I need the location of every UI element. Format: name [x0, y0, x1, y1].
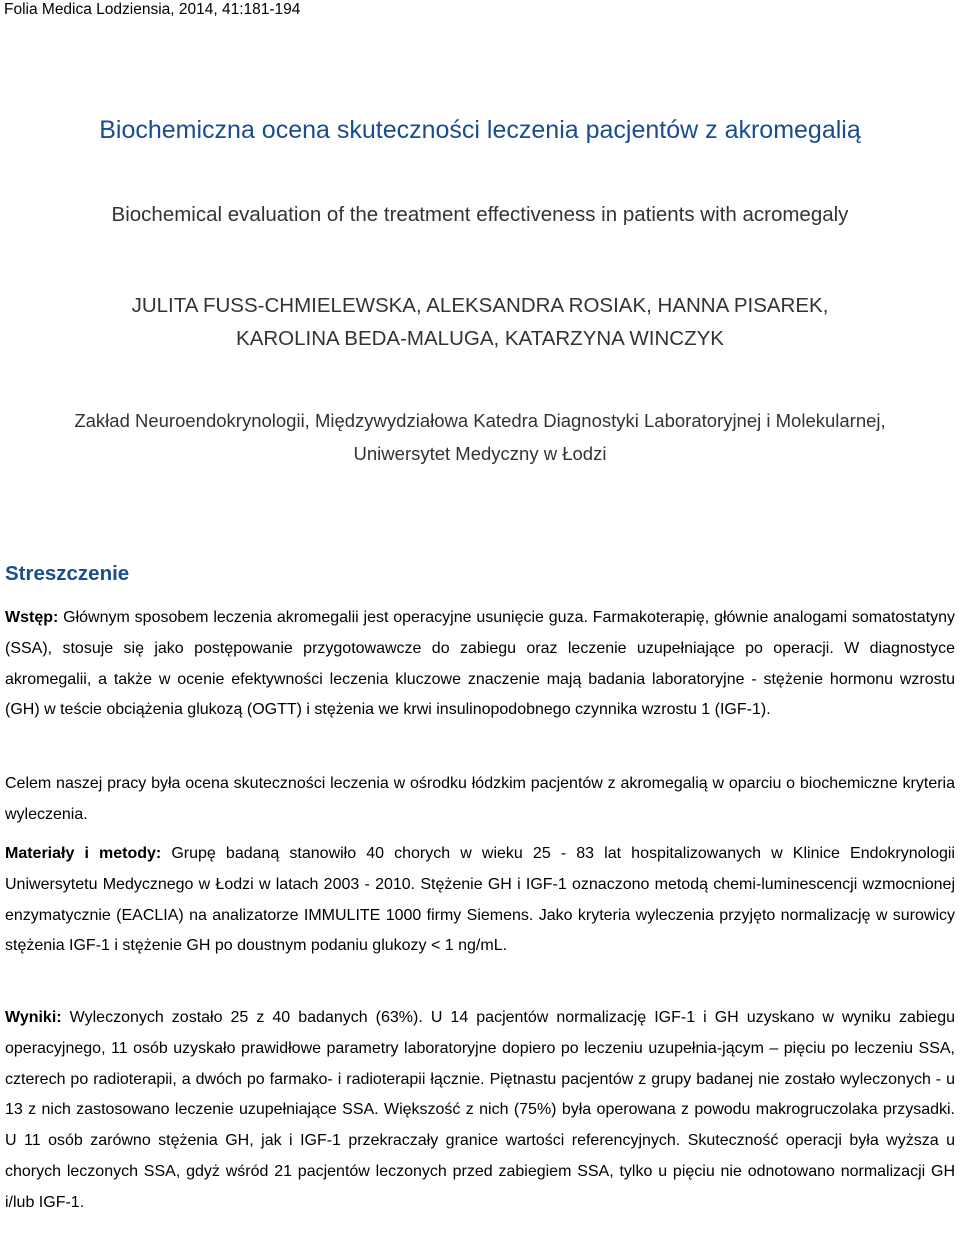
abstract-aim-paragraph	[5, 769, 955, 831]
intro-label: Wstęp:	[5, 609, 59, 626]
author-line: JULITA FUSS-CHMIELEWSKA, ALEKSANDRA ROSIAK, HANNA PISAREK,	[131, 294, 829, 317]
affiliation-line: Uniwersytet Medyczny w Łodzi	[353, 443, 607, 464]
results-text: Wyleczonych zostało 25 z 40 badanych (63%). U 14 pacjentów normalizację IGF-1 i GH uzyskano w wyniku zabiegu operacyjnego, 11 osób uzyskało prawidłowe parametry laboratoryjne dopiero po leczeniu uzupełnia-jącym – pięciu po leczeniu SSA, czterech po radioterapii, a dwóch po farmako- i radioterapii łącznie. Piętnastu pacjentów z grupy badanej nie zostało wyleczonych - u 13 z nich zastosowano leczenie uzupełniające SSA. Większość z nich (75%) była operowana z powodu makrogruczolaka przysadki. U 11 osób zarówno stężenia GH, jak i IGF-1 przekraczały granice wartości referencyjnych. Skuteczność operacji była wyższa u chorych leczonych SSA, gdyż wśród 21 pacjentów leczonych przed zabiegiem SSA, tylko u pięciu nie odnotowano normalizacji GH i/lub IGF-1.	[5, 1009, 955, 1211]
intro-text: Głównym sposobem leczenia akromegalii jest operacyjne usunięcie guza. Farmakoterapię, głównie analogami somatostatyny (SSA), stosuje się jako postępowanie przygotowawcze do zabiegu oraz leczenie uzupełniające po operacji. W diagnostyce akromegalii, a także w ocenie efektywności leczenia kluczowe znaczenie mają badania laboratoryjne - stężenie hormonu wzrostu (GH) w teście obciążenia glukozą (OGTT) i stężenia we krwi insulinopodobnego czynnika wzrostu 1 (IGF-1).	[5, 609, 955, 719]
methods-text: Grupę badaną stanowiło 40 chorych w wieku 25 - 83 lat hospitalizowanych w Klinice Endokrynologii Uniwersytetu Medycznego w Łodzi w latach 2003 - 2010. Stężenie GH i IGF-1 oznaczono metodą chemi-luminescencji wzmocnionej enzymatycznie (EACLIA) na analizatorze IMMULITE 1000 firmy Siemens. Jako kryteria wyleczenia przyjęto normalizację w surowicy stężenia IGF-1 i stężenie GH po doustnym podaniu glukozy < 1 ng/mL.	[5, 845, 955, 955]
author-list	[0, 289, 960, 355]
abstract-results-paragraph	[5, 1003, 955, 1219]
abstract-methods-paragraph	[5, 839, 955, 962]
author-line: KAROLINA BEDA-MALUGA, KATARZYNA WINCZYK	[236, 327, 724, 350]
results-label: Wyniki:	[5, 1009, 62, 1026]
affiliation-line: Zakład Neuroendokrynologii, Międzywydziałowa Katedra Diagnostyki Laboratoryjnej i Molekularnej,	[74, 410, 886, 431]
affiliation	[0, 404, 960, 470]
journal-citation: Folia Medica Lodziensia, 2014, 41:181-194	[4, 1, 301, 18]
title-english: Biochemical evaluation of the treatment effectiveness in patients with acromegaly	[111, 203, 849, 226]
abstract-heading: Streszczenie	[5, 562, 130, 585]
methods-label: Materiały i metody:	[5, 845, 162, 862]
abstract-intro-paragraph	[5, 603, 955, 726]
aim-text: Celem naszej pracy była ocena skuteczności leczenia w ośrodku łódzkim pacjentów z akromegalią w oparciu o biochemiczne kryteria wyleczenia.	[5, 775, 955, 823]
title-polish: Biochemiczna ocena skuteczności leczenia pacjentów z akromegalią	[99, 116, 861, 144]
